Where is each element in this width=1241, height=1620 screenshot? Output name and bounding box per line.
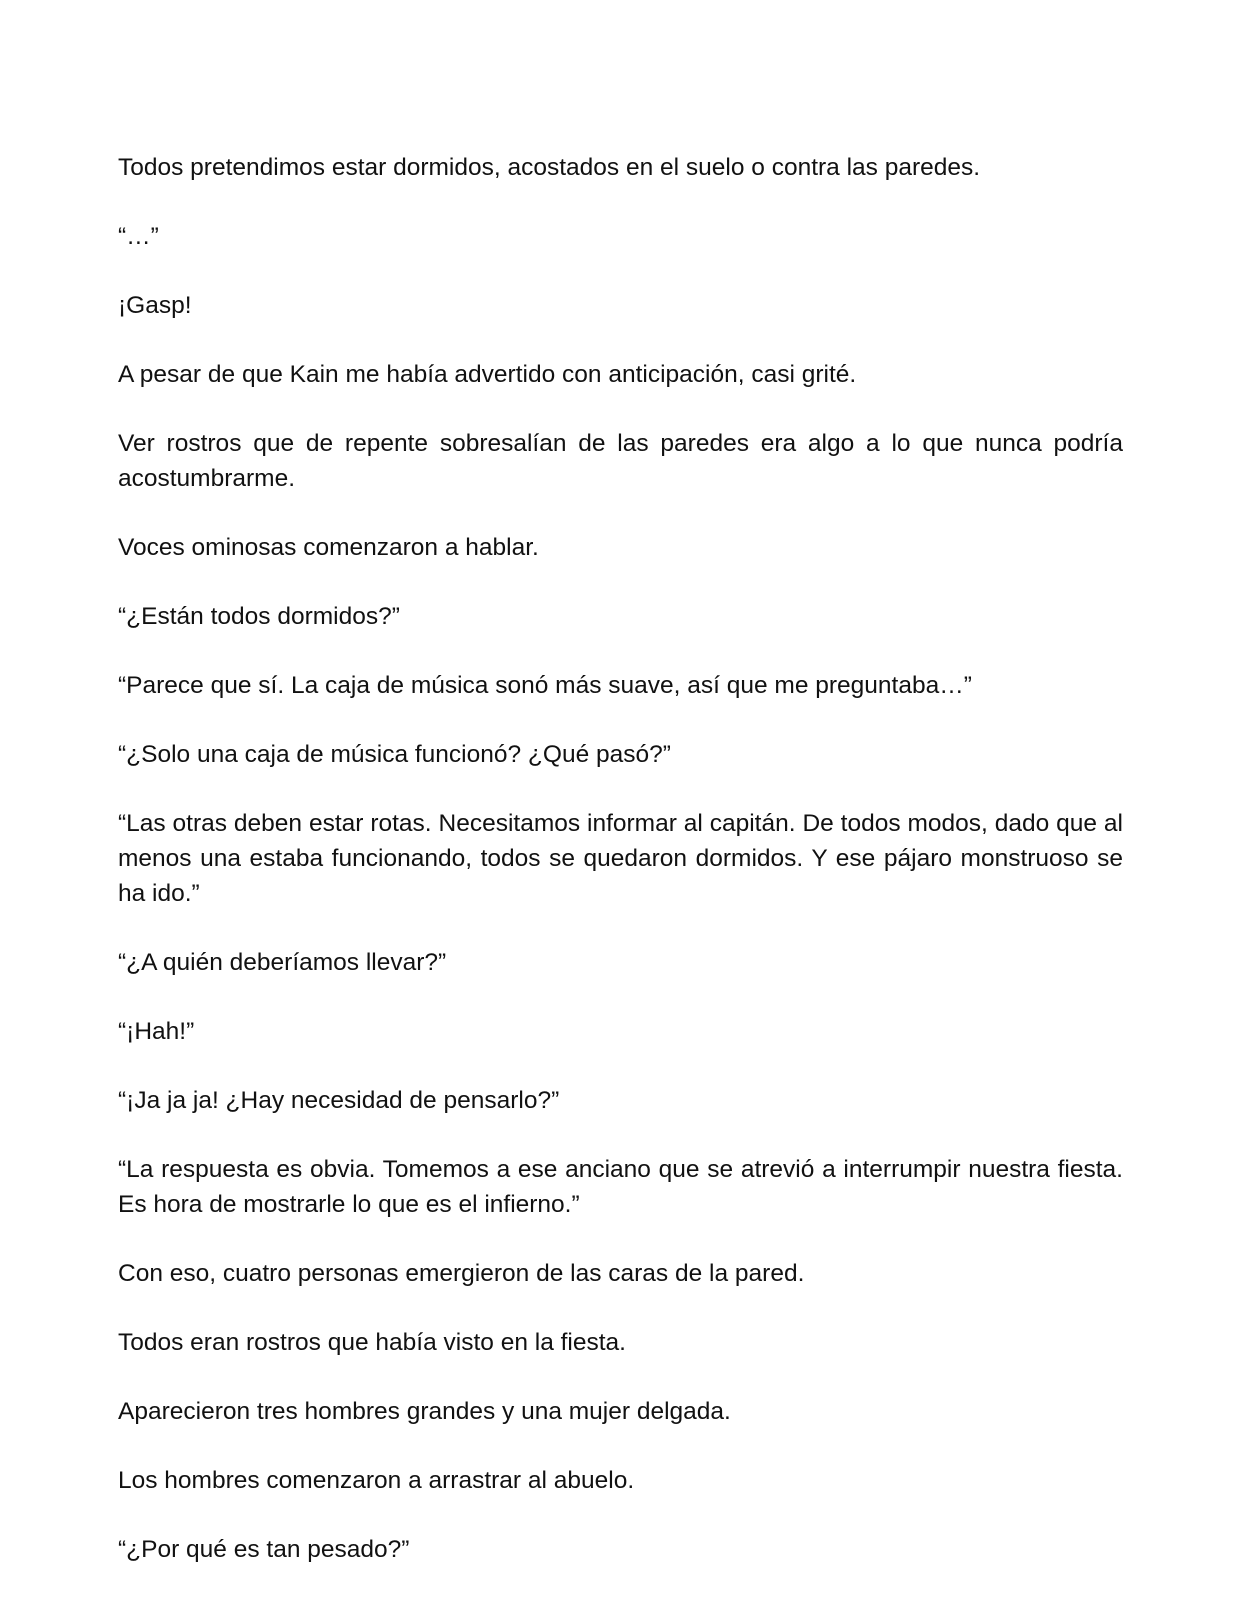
paragraph: “¡Ja ja ja! ¿Hay necesidad de pensarlo?” — [118, 1087, 560, 1114]
paragraph: “¿A quién deberíamos llevar?” — [118, 949, 447, 976]
paragraph: Voces ominosas comenzaron a hablar. — [118, 534, 539, 561]
paragraph: Todos eran rostros que había visto en la fiesta. — [118, 1329, 626, 1356]
paragraph: Con eso, cuatro personas emergieron de las caras de la pared. — [118, 1260, 805, 1287]
paragraph: Aparecieron tres hombres grandes y una mujer delgada. — [118, 1398, 731, 1425]
paragraph: “La respuesta es obvia. Tomemos a ese anciano que se atrevió a interrumpir nuestra fiesta. Es hora de mostrarle lo que es el infierno.” — [118, 1156, 1123, 1218]
paragraph: Los hombres comenzaron a arrastrar al abuelo. — [118, 1467, 635, 1494]
paragraph: Ver rostros que de repente sobresalían de las paredes era algo a lo que nunca podría acostumbrarme. — [118, 430, 1123, 492]
paragraph: “¿Solo una caja de música funcionó? ¿Qué pasó?” — [118, 741, 671, 768]
paragraph: A pesar de que Kain me había advertido con anticipación, casi grité. — [118, 361, 857, 388]
paragraph: Todos pretendimos estar dormidos, acostados en el suelo o contra las paredes. — [118, 154, 981, 181]
paragraph: “¡Hah!” — [118, 1018, 195, 1045]
paragraph: ¡Gasp! — [118, 292, 192, 319]
paragraph: “¿Por qué es tan pesado?” — [118, 1536, 410, 1563]
paragraph: “Las otras deben estar rotas. Necesitamos informar al capitán. De todos modos, dado que al menos una estaba funcionando, todos se quedaron dormidos. Y ese pájaro monstruoso se ha ido.” — [118, 810, 1123, 907]
paragraph: “Parece que sí. La caja de música sonó más suave, así que me preguntaba…” — [118, 672, 972, 699]
text-body — [118, 150, 1123, 1601]
paragraph: “…” — [118, 223, 159, 250]
paragraph: “¿Están todos dormidos?” — [118, 603, 400, 630]
